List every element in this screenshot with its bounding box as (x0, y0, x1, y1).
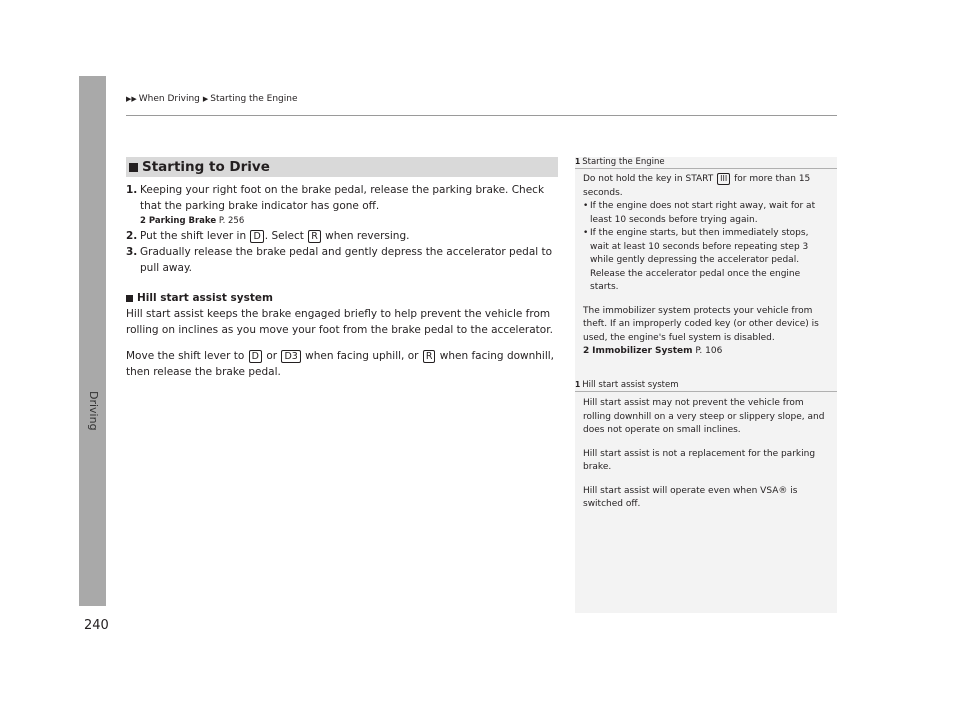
note-bullet (583, 200, 828, 227)
step-text-part: Put the shift lever in (140, 230, 247, 242)
shift-position-r-icon: R (423, 350, 436, 363)
hill-start-instruction (126, 348, 558, 380)
shift-position-r-icon: R (308, 230, 321, 243)
note-paragraph: Hill start assist is not a replacement for the parking brake. (583, 448, 816, 472)
shift-position-d-icon: D (249, 350, 262, 363)
text-part: Move the shift lever to (126, 350, 245, 362)
page-number: 240 (84, 618, 109, 633)
note-paragraph: Hill start assist may not prevent the vehicle from rolling downhill on a very steep or slippery slope, and does not operate on small inclines. (583, 398, 825, 435)
note-title: Starting the Engine (582, 157, 665, 167)
section-header (126, 157, 558, 177)
step-1 (126, 182, 558, 214)
step-text: Keeping your right foot on the brake pedal, release the parking brake. Check that the parking brake indicator has gone off. (140, 184, 545, 212)
breadcrumb-arrow-icon: ▶ (202, 95, 209, 103)
step-text (140, 228, 558, 244)
text-part: for more than 15 seconds. (583, 174, 811, 198)
step-text-part: . Select (264, 230, 304, 242)
note-tag-icon: 1 (575, 157, 581, 166)
main-content (126, 182, 558, 380)
breadcrumb-arrow-icon: ▶▶ (126, 95, 137, 103)
ignition-start-position-icon: III (717, 173, 730, 185)
text-part: when facing downhill, then release the brake pedal. (126, 350, 555, 378)
immobilizer-reference[interactable] (583, 345, 828, 359)
step-3 (126, 244, 558, 276)
hill-start-subheading (126, 290, 558, 306)
note-paragraph (583, 173, 828, 200)
hill-start-paragraph: Hill start assist keeps the brake engaged briefly to help prevent the vehicle from rolling on inclines as you move your foot from the brake pedal to the accelerator. (126, 308, 553, 336)
reference-arrow-icon: 2 (140, 216, 146, 226)
chapter-side-tab (79, 76, 106, 606)
square-bullet-icon (126, 295, 133, 302)
note-header-hill-start (575, 380, 837, 392)
reference-title[interactable]: Immobilizer System (592, 346, 693, 356)
text-part: when facing uphill, or (305, 350, 419, 362)
note-header-starting-engine (575, 157, 837, 169)
step-number: 3. (126, 246, 138, 258)
note-paragraph: Hill start assist will operate even when VSA® is switched off. (583, 485, 798, 509)
header-divider (126, 115, 837, 116)
parking-brake-reference[interactable] (140, 214, 558, 228)
reference-arrow-icon: 2 (583, 346, 590, 356)
text-part: Do not hold the key in START (583, 174, 714, 184)
subheading-text: Hill start assist system (137, 292, 273, 304)
bullet-dot-icon: • (583, 228, 589, 238)
text-part: or (266, 350, 278, 362)
breadcrumb (126, 94, 301, 104)
square-bullet-icon (129, 163, 138, 172)
note-title: Hill start assist system (582, 380, 679, 390)
chapter-label: Driving (87, 391, 100, 431)
note-paragraph: The immobilizer system protects your vehicle from theft. If an improperly coded key (or other device) is used, the engine's fuel system is disabled. (583, 305, 819, 343)
note-body-hill-start (583, 397, 828, 512)
reference-page[interactable]: P. 106 (695, 346, 723, 356)
step-number: 2. (126, 230, 138, 242)
section-title: Starting to Drive (142, 159, 270, 175)
breadcrumb-item-starting-engine[interactable]: Starting the Engine (210, 94, 298, 104)
reference-title[interactable]: Parking Brake (148, 216, 217, 226)
step-number: 1. (126, 184, 138, 196)
bullet-dot-icon: • (583, 201, 589, 211)
shift-position-d-icon: D (250, 230, 263, 243)
step-text: Gradually release the brake pedal and gently depress the accelerator pedal to pull away. (140, 246, 553, 274)
breadcrumb-item-when-driving[interactable]: When Driving (138, 94, 200, 104)
note-tag-icon: 1 (575, 380, 581, 389)
step-2 (126, 228, 558, 244)
note-body-starting-engine (583, 173, 828, 359)
bullet-text: If the engine does not start right away, wait for at least 10 seconds before trying again. (590, 201, 816, 225)
shift-position-d3-icon: D3 (281, 350, 300, 363)
bullet-text: If the engine starts, but then immediately stops, wait at least 10 seconds before repeating step 3 while gently depressing the accelerator pedal. Release the accelerator pedal once the engine starts. (590, 228, 809, 292)
reference-page[interactable]: P. 256 (218, 216, 245, 226)
note-bullet (583, 227, 828, 295)
step-text-part: when reversing. (325, 230, 410, 242)
